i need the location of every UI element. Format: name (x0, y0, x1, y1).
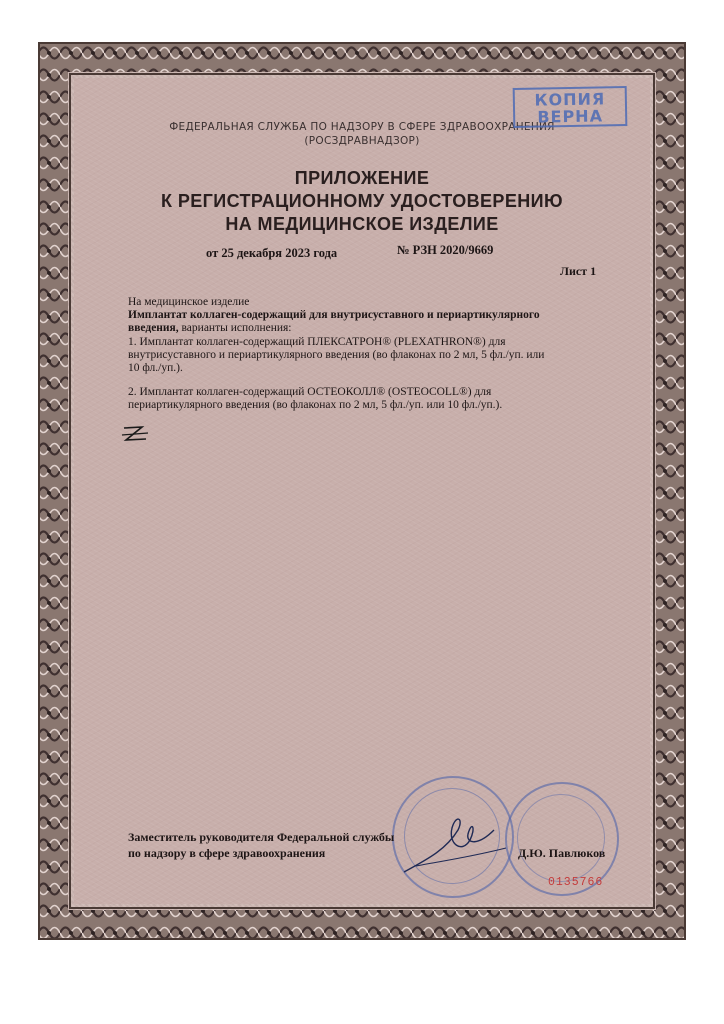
signer-position-line-1: Заместитель руководителя Федеральной службы (128, 830, 395, 844)
agency-name: ФЕДЕРАЛЬНАЯ СЛУЖБА ПО НАДЗОРУ В СФЕРЕ ЗДРАВООХРАНЕНИЯ (169, 121, 555, 133)
item-1-line-1: 1. Имплантат коллаген-содержащий ПЛЕКСАТРОН® (PLEXATHRON®) для (128, 336, 506, 348)
item-1-line-3: 10 фл./уп.). (128, 362, 183, 374)
sheet-number: Лист 1 (560, 264, 597, 278)
device-name-line-2 (128, 322, 608, 335)
agency-abbreviation: (РОСЗДРАВНАДЗОР) (304, 135, 420, 147)
item-2-line-1: 2. Имплантат коллаген-содержащий ОСТЕОКОЛЛ® (OSTEOCOLL®) для (128, 386, 492, 398)
item-1-line-2: внутрисуставного и периартикулярного введения (во флаконах по 2 мл, 5 фл./уп. или (128, 349, 545, 361)
title-line-1: ПРИЛОЖЕНИЕ (294, 168, 430, 188)
stamp-line-2: ВЕРНА (537, 106, 604, 127)
title-line-3: НА МЕДИЦИНСКОЕ ИЗДЕЛИЕ (225, 214, 499, 234)
stamp-line-1: КОПИЯ (534, 89, 606, 110)
z-strike-mark (118, 422, 158, 448)
item-2-line-2: периартикулярного введения (во флаконах по 2 мл, 5 фл./уп. или 10 фл./уп.). (128, 399, 503, 411)
issue-date: от 25 декабря 2023 года (206, 246, 338, 260)
serial-number: 0135766 (548, 876, 604, 889)
device-name-bold-1: Имплантат коллаген-содержащий для внутрисуставного и периартикулярного (128, 309, 540, 321)
title-line-2: К РЕГИСТРАЦИОННОМУ УДОСТОВЕРЕНИЮ (161, 191, 563, 211)
handwritten-signature (396, 800, 516, 880)
device-name-bold-2: введения, (128, 322, 179, 334)
device-name-line-1 (128, 309, 608, 322)
signer-position-line-2: по надзору в сфере здравоохранения (128, 846, 326, 860)
registration-number: № РЗН 2020/9669 (397, 243, 494, 257)
device-intro: На медицинское изделие (128, 296, 250, 308)
signer-name: Д.Ю. Павлюков (518, 846, 606, 860)
device-variants-label: варианты исполнения: (178, 322, 292, 334)
copy-verified-stamp (513, 86, 628, 128)
